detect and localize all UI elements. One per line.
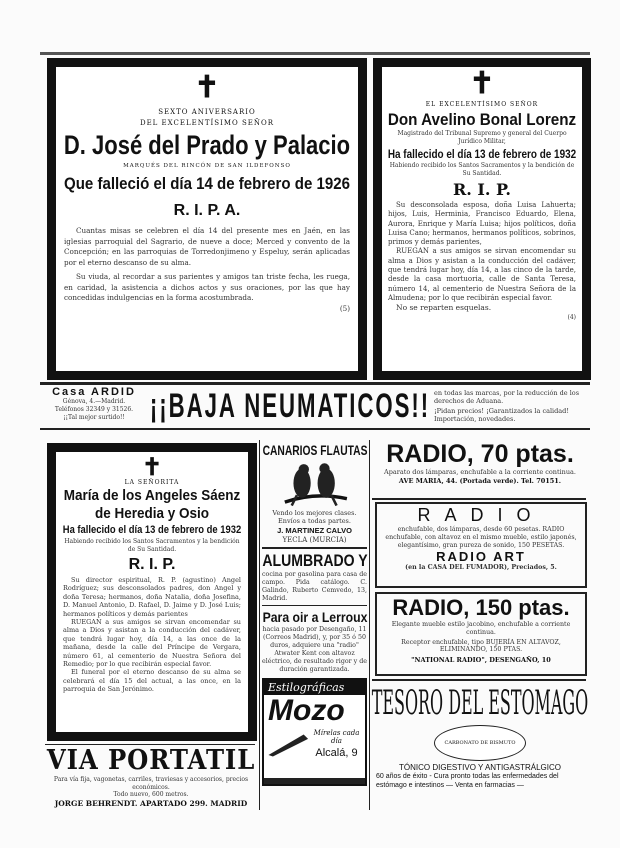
ad-text: Vendo los mejores clases. Envíos a todas partes. xyxy=(272,509,357,525)
obit-paragraph: RUEGAN a sus amigos se sirvan encomendar su alma a Dios y asistan a la conducción del cadáver, que tendrá lugar hoy, día 14, a las cinco de la tarde, desde la casa mortuoria, calle de Santa Teresa, número 14, al cementerio de Nuestra Señora de la Almudena; por lo que recibirán especial favor. xyxy=(388,247,576,302)
ad-text: Todo nuevo, 600 metros. xyxy=(113,791,189,798)
ad-address: Génova, 4.—Madrid. xyxy=(62,398,126,405)
ad-headline: CANARIOS FLAUTAS xyxy=(262,442,367,458)
ad-slogan: Mírelas cada día xyxy=(313,728,360,745)
obituary-saenz-heredia xyxy=(47,443,257,741)
tesoro-estomago-ad xyxy=(372,683,588,790)
ad-address: "NATIONAL RADIO", DESENGAÑO, 10 xyxy=(411,656,551,665)
fountain-pen-icon xyxy=(267,727,311,761)
ad-brand: Mozo xyxy=(268,694,345,727)
obit-note: No se reparten esquelas. xyxy=(396,303,492,313)
rule xyxy=(262,547,367,549)
ad-headline: RADIO, 70 ptas. xyxy=(386,440,574,468)
casa-ardid-ad xyxy=(44,386,144,422)
obit-paragraph: El funeral por el eterno descanso de su alma se celebrará el día 15 del actual, a las once, en la parroquia de San Jerónimo. xyxy=(63,668,241,694)
ad-text: ¡Pidan precios! ¡Garantizados la calidad! Importación, novedades. xyxy=(434,407,569,423)
obit-intro: SEXTO ANIVERSARIO xyxy=(158,108,256,116)
ad-address: Alcalá, 9 xyxy=(315,746,358,759)
top-rule xyxy=(40,52,590,55)
ad-phone: Teléfonos 32349 y 31526. xyxy=(54,406,134,413)
ad-text: enchufable, dos lámparas, desde 60 pesetas. RADIO enchufable, con altavoz en el mismo mueble, estilo japonés, elegantísimo, gran pureza de sonido, 150 PESETAS. xyxy=(385,526,577,549)
obit-name: D. José del Prado y Palacio xyxy=(63,130,351,160)
ad-store: Casa ARDID xyxy=(52,386,136,398)
ad-text: hacia pasado por Desengaño, 11 (Correos Madrid), y, por 35 ó 50 duros, adquiere una "radio" Atwater Kent con altavoz eléctrico, de resultado rigor y de duración garantizada. xyxy=(262,626,367,673)
ad-text: Receptor enchufable, tipo BUJERÍA EN ALTAVOZ, ELIMINANDO, 150 PTAS. xyxy=(401,638,561,654)
obit-intro: EL EXCELENTÍSIMO SEÑOR xyxy=(425,101,539,108)
obit-date: Que falleció el día 14 de febrero de 1926 xyxy=(64,174,350,193)
obituary-bonal-lorenz xyxy=(373,58,591,380)
column-rule xyxy=(369,440,370,810)
neumaticos-details xyxy=(434,389,586,423)
cross-icon: ✝ xyxy=(194,70,220,105)
obit-sacraments: Habiendo recibido los Santos Sacramentos y la bendición de Su Santidad. xyxy=(389,162,575,177)
ad-address: (en la CASA DEL FUMADOR), Preciados, 5. xyxy=(405,564,557,572)
ad-city: YECLA (MURCIA) xyxy=(282,536,347,544)
radio-art-ad xyxy=(375,502,587,588)
ad-headline: TESORO DEL ESTOMAGO xyxy=(371,683,589,723)
ad-address: AVE MARIA, 44. (Portada verde). Tel. 70151. xyxy=(398,477,562,485)
radio-150-ad xyxy=(375,592,587,676)
obit-sacraments: Habiendo recibido los Santos Sacramentos y la bendición de Su Santidad. xyxy=(64,538,240,553)
seal-icon xyxy=(434,725,526,761)
obituary-prado-palacio xyxy=(47,58,367,380)
radio-70-ad xyxy=(372,440,588,486)
ad-address: JORGE BEHRENDT. APARTADO 299. MADRID xyxy=(54,798,248,808)
obit-name: Don Avelino Bonal Lorenz xyxy=(387,110,577,129)
ad-brand: RADIO ART xyxy=(436,549,526,565)
obit-date: Ha fallecido el día 13 de febrero de 1932 xyxy=(387,147,577,161)
ad-headline: RADIO xyxy=(417,505,545,525)
ad-headline: ALUMBRADO Y xyxy=(261,551,368,570)
obit-name: María de los Angeles Sáenz xyxy=(63,487,241,504)
ad-bar xyxy=(264,778,365,784)
ad-tag: Estilográficas xyxy=(264,680,365,695)
rule xyxy=(40,382,590,385)
ad-headline: VIA PORTATIL xyxy=(46,745,256,776)
ad-slogan: ¡¡Tal mejor surtido!! xyxy=(63,414,125,421)
rule xyxy=(372,498,586,500)
baja-neumaticos-ad xyxy=(150,388,430,424)
ad-text: 60 años de éxito - Cura pronto todas las enfermedades del estómago e intestinos — Venta en farmacias — xyxy=(376,773,559,789)
obit-paragraph: Su desconsolada esposa, doña Luisa Lahuerta; hijos, Luis, Herminia, Francisco Eduardo, Elena, Aurora, Enrique y María Luisa; hijos políticos, doña Luisa Cano; hermanos, hermanos políticos, sobrinos, primos y demás parientes, xyxy=(388,201,576,247)
ad-text: Aparato dos lámparas, enchufable a la corriente continua. xyxy=(384,468,576,476)
middle-column xyxy=(262,442,367,786)
ad-headline: ¡¡BAJA NEUMATICOS!! xyxy=(149,387,431,425)
alumbrado-ad xyxy=(262,551,367,603)
para-oir-lerroux-ad xyxy=(262,608,367,674)
cross-icon: ✝ xyxy=(469,66,495,101)
canaries-illustration-icon xyxy=(270,459,360,509)
ad-text: cocina por gasolina para casa de campo. Pida catálogo. C. Galindo, Ruberto Cemvedo, 13, Madrid. xyxy=(262,571,367,602)
obit-paragraph: Cuantas misas se celebren el día 14 del presente mes en Jaén, en las iglesias parroquial del Sagrario, de nueve a doce; Merced y convento de la Concepción; en las parroquias de Torredonjimeno y Espeluy, serán aplicadas por el eterno descanso de su alma. xyxy=(64,226,350,267)
ad-text: Elegante mueble estilo jacobino, enchufable a corriente continua. xyxy=(391,621,571,636)
via-portatil-ad xyxy=(45,746,257,809)
ad-seller: J. MARTINEZ CALVO xyxy=(277,526,352,535)
obit-mark: (5) xyxy=(339,303,350,313)
obit-title: Magistrado del Tribunal Supremo y general del Cuerpo Jurídico Militar, xyxy=(397,130,567,145)
obit-paragraph: RUEGAN a sus amigos se sirvan encomendar su alma a Dios y asistan a la conducción del cadáver, que tendrá lugar hoy, día 14, a las once de la mañana, desde la calle del Príncipe de Vergara, número 61, al cementerio de Nuestra Señora del Remedio; por lo que recibirán especial favor. xyxy=(63,618,241,669)
obit-rip: R. I. P. xyxy=(128,556,176,573)
obit-paragraph: Su viuda, al recordar a sus parientes y amigos tan triste fecha, les ruega, en caridad, la asistencia a dichos actos y sus oraciones, por las que hay concedidas indulgencias en la forma acostumbrada. xyxy=(64,272,350,302)
obit-date: Ha fallecido el día 13 de febrero de 1932 xyxy=(62,524,242,536)
ad-tagline: TÓNICO DIGESTIVO Y ANTIGASTRÁLGICO xyxy=(399,763,561,772)
canarios-ad xyxy=(262,442,367,545)
mozo-detail-row xyxy=(264,727,365,761)
obit-mark: (4) xyxy=(567,313,576,321)
mozo-pens-ad xyxy=(262,678,367,786)
column-rule xyxy=(259,440,260,810)
obit-paragraph: Su director espiritual, R. P. (agustino) Angel Rodríguez; sus desconsolados padres, don Angel y doña Teresa; hermanos, doña Natalia, doña Josefina, D. Manuel Antonio, D. Rafael, D. Jaime y D. José Luis; hermanos políticos y demás parientes xyxy=(63,576,241,618)
obit-rip: R. I. P. A. xyxy=(173,202,241,219)
rule xyxy=(372,679,586,681)
ad-headline: Para oir a Lerroux xyxy=(262,609,367,625)
obit-name: de Heredia y Osio xyxy=(94,505,210,522)
rule xyxy=(262,605,367,606)
obit-title: MARQUÉS DEL RINCÓN DE SAN ILDEFONSO xyxy=(123,163,291,169)
ad-headline: RADIO, 150 ptas. xyxy=(392,595,570,620)
ad-text: Para vía fija, vagonetas, carriles, traviesas y accesorios, precios económicos. xyxy=(53,776,249,791)
obit-intro: LA SEÑORITA xyxy=(124,479,180,486)
rule xyxy=(40,428,590,430)
obit-intro: DEL EXCELENTÍSIMO SEÑOR xyxy=(139,119,275,127)
cross-icon: ✝ xyxy=(141,452,163,481)
obit-rip: R. I. P. xyxy=(452,180,511,199)
seal-text: CARBONATO DE BISMUTO xyxy=(444,740,516,746)
ad-text: en todas las marcas, por la reducción de los derechos de Aduana. xyxy=(434,389,580,405)
mozo-detail-text xyxy=(311,729,362,760)
